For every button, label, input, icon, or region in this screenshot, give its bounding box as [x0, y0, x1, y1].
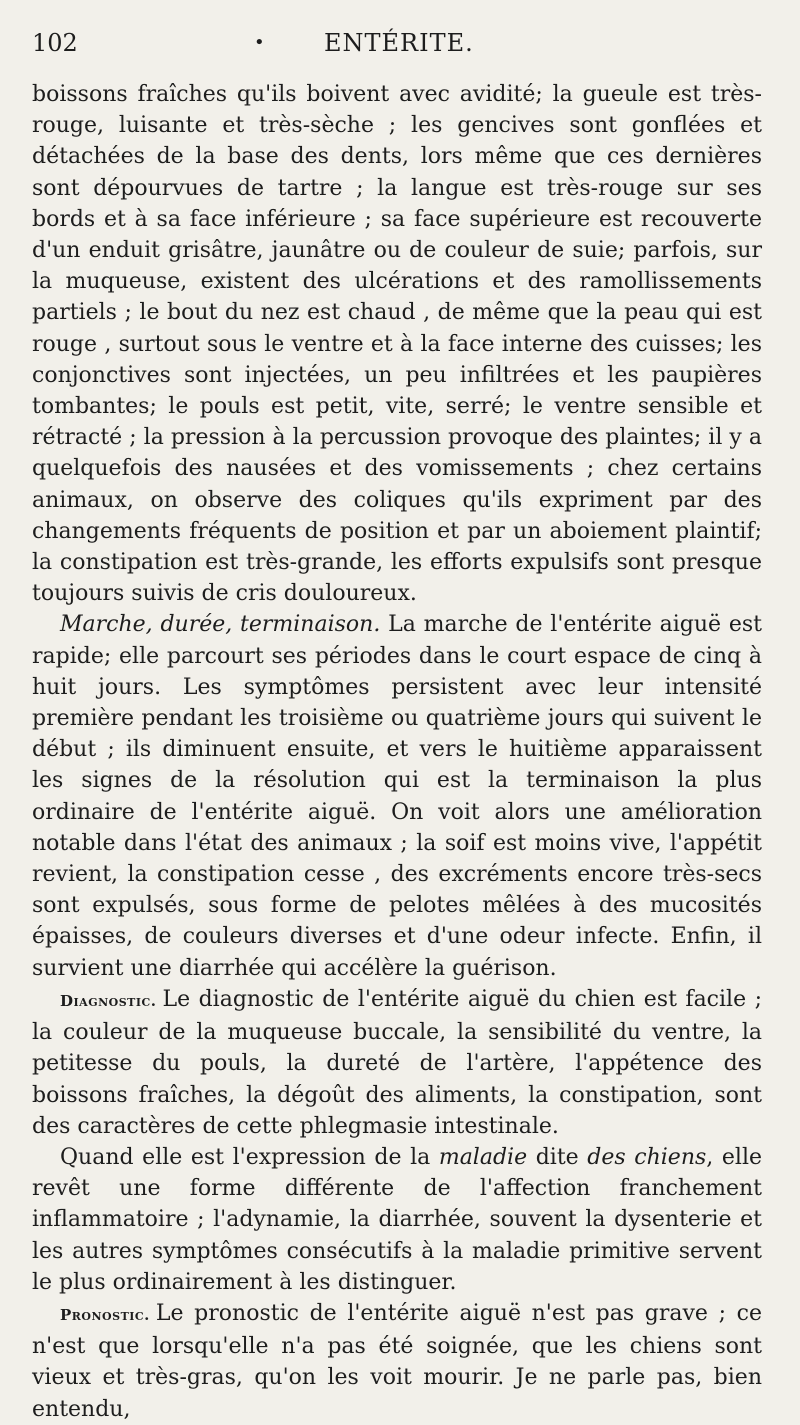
paragraph-symptoms — [32, 79, 762, 609]
paragraph-course — [32, 609, 762, 983]
section-heading-diagnosis: Diagnostic. — [60, 991, 157, 1010]
paragraph-text: boissons fraîches qu'ils boivent avec avidité; la gueule est très-rouge, luisante et très-sèche ; les gencives sont gonflées et détachées de la base des dents, lors même que ces dernières sont dépourvues de tartre ; la langue est très-rouge sur ses bords et à sa face inférieure ; sa face supérieure est recouverte d'un enduit grisâtre, jaunâtre ou de couleur de suie; parfois, sur la muqueuse, existent des ulcérations et des ramollissements partiels ; le bout du nez est chaud , de même que la peau qui est rouge , surtout sous le ventre et à la face interne des cuisses; les conjonctives sont injectées, un peu infiltrées et les paupières tombantes; le pouls est petit, vite, serré; le ventre sensible et rétracté ; la pression à la percussion provoque des plaintes; il y a quelquefois des nausées et des vomissements ; chez certains animaux, on observe des coliques qu'ils expriment par des changements fréquents de position et par un aboiement plaintif; la constipation est très-grande, les efforts expulsifs sont presque toujours suivis de cris douloureux. — [32, 82, 762, 607]
paragraph-text: Le diagnostic de l'entérite aiguë du chien est facile ; la couleur de la muqueuse buccale, la sensibilité du ventre, la petitesse du pouls, la dureté de l'artère, l'appétence des boissons fraîches, la dégoût des aliments, la constipation, sont des caractères de cette phlegmasie intestinale. — [32, 986, 762, 1139]
book-page — [32, 18, 762, 1422]
paragraph-text: Le pronostic de l'entérite aiguë n'est pas grave ; ce n'est que lorsqu'elle n'a pas été soignée, que les chiens sont vieux et très-gras, qu'on les voit mourir. Je ne parle pas, bien entendu, — [32, 1300, 762, 1422]
paragraph-diagnosis — [32, 984, 762, 1142]
paragraph-prognosis — [32, 1298, 762, 1425]
page-body — [32, 79, 762, 1425]
page-number: 102 — [32, 29, 78, 57]
header-ornament: • — [254, 32, 265, 53]
paragraph-text-part: Quand elle est l'expression de la — [60, 1144, 439, 1170]
running-head: ENTÉRITE. — [324, 29, 474, 57]
paragraph-distemper — [32, 1142, 762, 1298]
italic-term: maladie — [438, 1144, 528, 1170]
section-heading-prognosis: Pronostic. — [60, 1305, 150, 1324]
page-header — [32, 18, 762, 68]
paragraph-text-part: dite — [527, 1144, 588, 1170]
section-heading-course: Marche, durée, terminaison. — [60, 612, 381, 638]
paragraph-text: La marche de l'entérite aiguë est rapide; elle parcourt ses périodes dans le court espace de cinq à huit jours. Les symptômes persistent avec leur intensité première pendant les troisième ou quatrième jours qui suivent le début ; ils diminuent ensuite, et vers le huitième apparaissent les signes de la résolution qui est la terminaison la plus ordinaire de l'entérite aiguë. On voit alors une amélioration notable dans l'état des animaux ; la soif est moins vive, l'appétit revient, la constipation cesse , des excréments encore très-secs sont expulsés, sous forme de pelotes mêlées à des mucosités épaisses, de couleurs diverses et d'une odeur infecte. Enfin, il survient une diarrhée qui accélère la guérison. — [32, 612, 762, 981]
italic-term: des chiens — [587, 1144, 707, 1170]
paragraph-text-part: , elle revêt une forme différente de l'affection franchement inflammatoire ; l'adynamie, la diarrhée, souvent la dysenterie et les autres symptômes consécutifs à la maladie primitive servent le plus ordinairement à les distinguer. — [32, 1144, 762, 1295]
